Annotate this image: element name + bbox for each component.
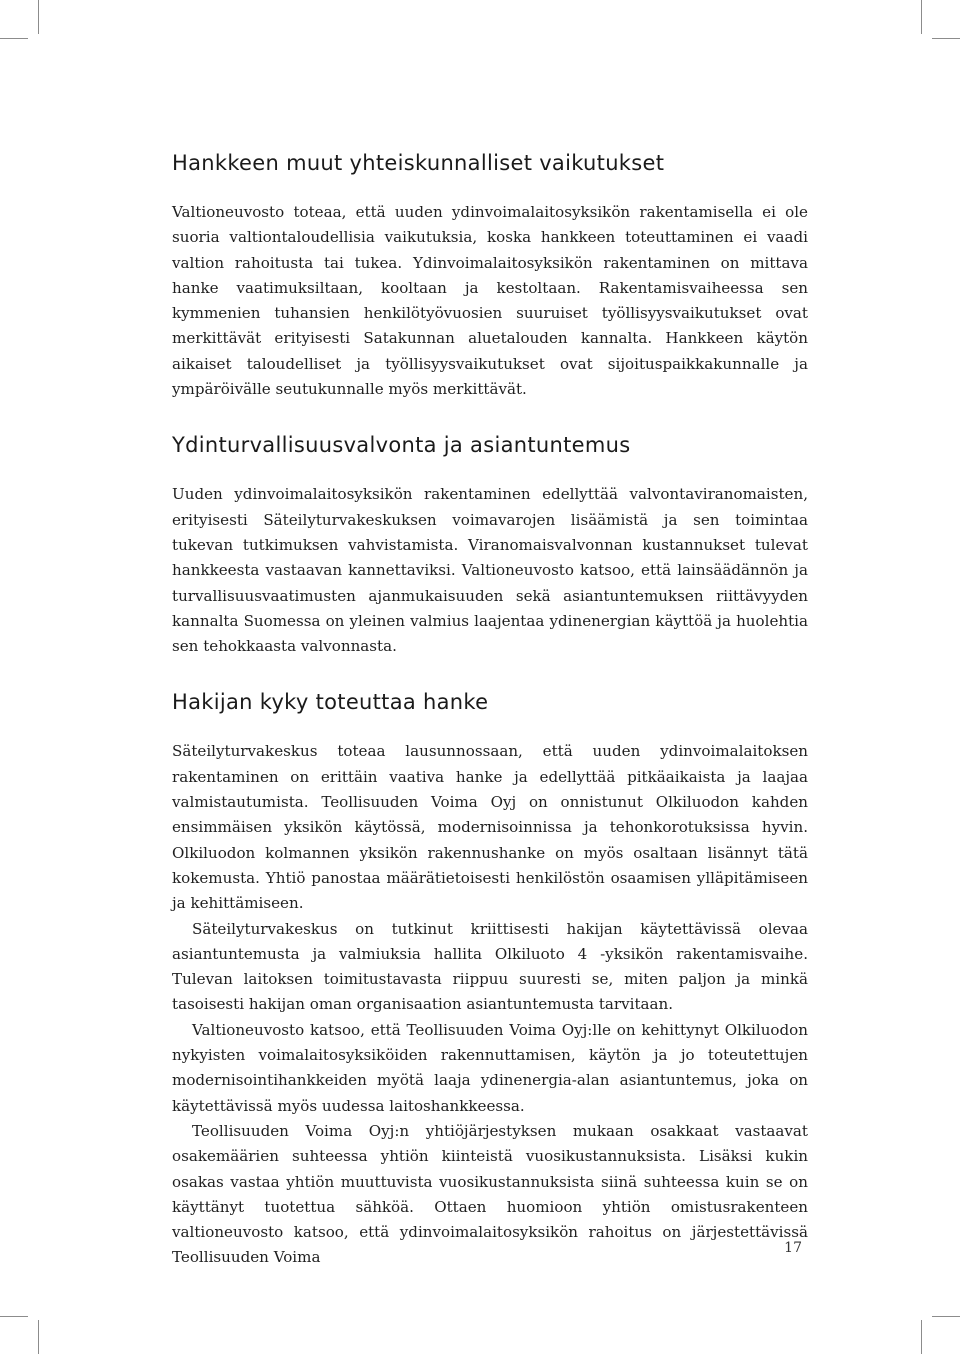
crop-mark-bottom-left-h <box>0 1316 28 1317</box>
crop-mark-top-left-h <box>0 38 28 39</box>
section-heading: Ydinturvallisuusvalvonta ja asiantuntemus <box>172 433 631 458</box>
paragraph: Valtioneuvosto katsoo, että Teollisuuden Voima Oyj:lle on kehittynyt Olkiluodon nykyisten voimalaitosyksiköiden rakennuttamisen, käytön ja jo toteutettujen modernisointihankkeiden myötä laaja ydinenergia-alan asiantuntemus, joka on käytettävissä myös uudessa laitoshankkeessa. <box>172 1020 808 1115</box>
page-number: 17 <box>784 1240 802 1256</box>
paragraph: Säteilyturvakeskus on tutkinut kriittisesti hakijan käytettävissä olevaa asiantuntemusta ja valmiuksia hallita Olkiluoto 4 -yksikön rakentamisvaihe. Tulevan laitoksen toimitustavasta riippuu suuresti se, miten paljon ja minkä tasoisesti hakijan oman organisaation asiantuntemusta tarvitaan. <box>172 919 808 1014</box>
paragraph: Teollisuuden Voima Oyj:n yhtiöjärjestyksen mukaan osakkaat vastaavat osakemäärien suhteessa yhtiön kiinteistä vuosikustannuksista. Lisäksi kukin osakas vastaa yhtiön muuttuvista vuosikustannuksista siinä suhteessa kuin se on käyttänyt tuotettua sähköä. Ottaen huomioon yhtiön omistusrakenteen valtioneuvosto katsoo, että ydinvoimalaitosyksikön rahoitus on järjestettävissä Teollisuuden Voima <box>172 1121 808 1267</box>
paragraph: Valtioneuvosto toteaa, että uuden ydinvoimalaitosyksikön rakentamisella ei ole suoria valtiontaloudellisia vaikutuksia, koska hankkeen toteuttaminen ei vaadi valtion rahoitusta tai tukea. Ydinvoimalaitosyksikön rakentaminen on mittava hanke vaatimuksiltaan, kooltaan ja kestoltaan. Rakentamisvaiheessa sen kymmenien tuhansien henkilötyövuosien suuruiset työllisyysvaikutukset ovat merkittävät erityisesti Satakunnan aluetalouden kannalta. Hankkeen käytön aikaiset taloudelliset ja työllisyysvaikutukset ovat sijoituspaikkakunnalle ja ympäröivälle seutukunnalle myös merkittävät. <box>172 203 808 399</box>
section-social-impacts <box>172 148 808 402</box>
crop-mark-top-right <box>921 0 922 34</box>
crop-mark-top-left <box>38 0 39 34</box>
section-heading: Hakijan kyky toteuttaa hanke <box>172 690 489 715</box>
paragraph: Säteilyturvakeskus toteaa lausunnossaan, että uuden ydinvoimalaitoksen rakentaminen on erittäin vaativa hanke ja edellyttää pitkäaikaista ja laajaa valmistautumista. Teollisuuden Voima Oyj on onnistunut Olkiluodon kahden ensimmäisen yksikön käytössä, modernisoinnissa ja tehonkorotuksissa hyvin. Olkiluodon kolmannen yksikön rakennushanke on myös osaltaan lisännyt tätä kokemusta. Yhtiö panostaa määrätietoisesti henkilöstön osaamisen ylläpitämiseen ja kehittämiseen. <box>172 742 808 913</box>
crop-mark-bottom-right-h <box>932 1316 960 1317</box>
section-applicant-capability <box>172 687 808 1270</box>
section-nuclear-safety-supervision <box>172 430 808 659</box>
paragraph: Uuden ydinvoimalaitosyksikön rakentaminen edellyttää valvontaviranomaisten, erityisesti Säteilyturvakeskuksen voimavarojen lisäämistä ja sen toimintaa tukevan tutkimuksen vahvistamista. Viranomaisvalvonnan kustannukset tulevat hankkeesta vastaavan kannettaviksi. Valtioneuvosto katsoo, että lainsäädännön ja turvallisuusvaatimusten ajanmukaisuuden sekä asiantuntemuksen riittävyyden kannalta Suomessa on yleinen valmius laajentaa ydinenergian käyttöä ja huolehtia sen tehokkaasta valvonnasta. <box>172 485 808 656</box>
crop-mark-top-right-h <box>932 38 960 39</box>
page-content <box>172 148 808 1271</box>
crop-mark-bottom-right <box>921 1320 922 1354</box>
crop-mark-bottom-left <box>38 1320 39 1354</box>
section-heading: Hankkeen muut yhteiskunnalliset vaikutukset <box>172 151 665 175</box>
